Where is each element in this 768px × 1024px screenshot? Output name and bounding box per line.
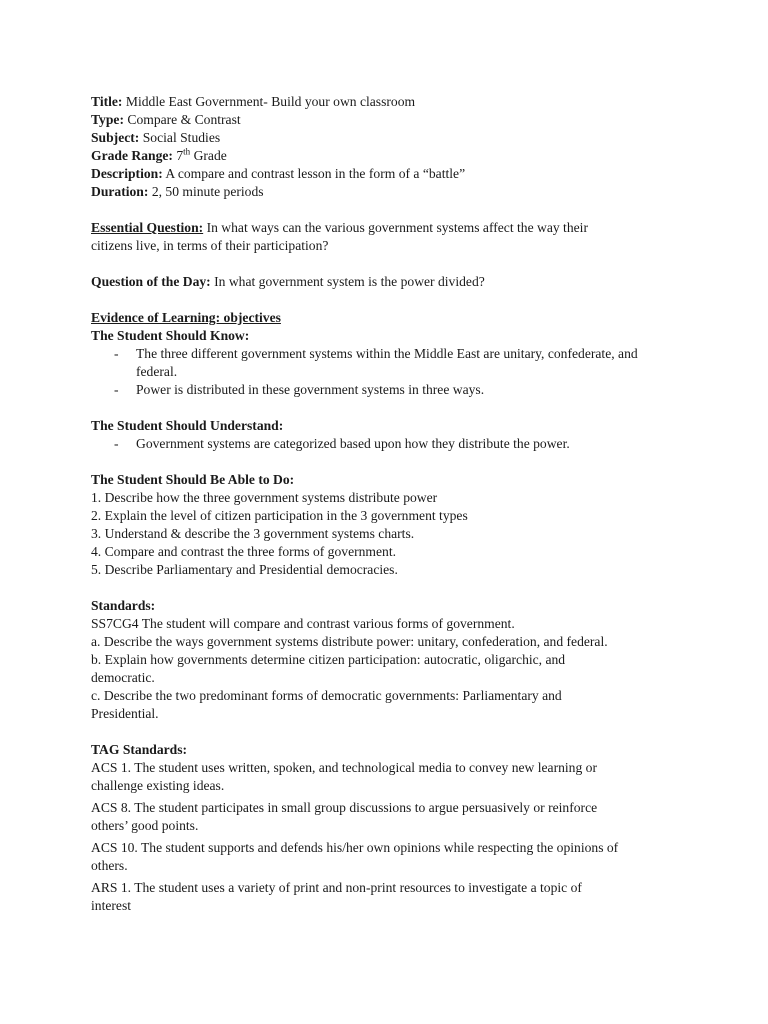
understand-heading: The Student Should Understand: — [91, 418, 284, 433]
bullet-dash: - — [114, 346, 119, 361]
standards-line: a. Describe the ways government systems distribute power: unitary, confederation, and federal. — [91, 634, 608, 649]
title-line — [91, 93, 691, 111]
do-heading: The Student Should Be Able to Do: — [91, 472, 295, 487]
know-item-text: The three different government systems within the Middle East are unitary, confederate, and federal. — [136, 346, 638, 379]
essential-question-label: Essential Question: — [91, 220, 204, 235]
do-item: 5. Describe Parliamentary and Presidential democracies. — [91, 562, 398, 577]
subject-label: Subject: — [91, 130, 140, 145]
tag-standard-item — [91, 799, 691, 835]
tag-standard-line: ARS 1. The student uses a variety of print and non-print resources to investigate a topic of — [91, 880, 582, 895]
know-item-text: Power is distributed in these government systems in three ways. — [136, 382, 485, 397]
description-value: A compare and contrast lesson in the form of a “battle” — [165, 166, 466, 181]
grade-value: Grade — [193, 148, 227, 163]
question-of-the-day — [91, 273, 691, 291]
evidence-heading: Evidence of Learning: objectives — [91, 310, 281, 325]
do-item: 4. Compare and contrast the three forms of government. — [91, 544, 397, 559]
understand-item-text: Government systems are categorized based upon how they distribute the power. — [136, 436, 570, 451]
standards-line: democratic. — [91, 670, 155, 685]
title-label: Title: — [91, 94, 123, 109]
type-line — [91, 111, 691, 129]
tag-standard-line: challenge existing ideas. — [91, 778, 225, 793]
tag-standard-line: others. — [91, 858, 128, 873]
essential-question-text-1: In what ways can the various government systems affect the way their — [206, 220, 588, 235]
description-line — [91, 165, 691, 183]
know-item — [91, 345, 691, 381]
understand-item — [91, 435, 691, 453]
tag-standard-item — [91, 879, 691, 915]
qotd-text: In what government system is the power divided? — [214, 274, 485, 289]
type-value: Compare & Contrast — [127, 112, 241, 127]
do-item: 1. Describe how the three government systems distribute power — [91, 490, 438, 505]
know-item — [91, 381, 691, 399]
grade-number: 7 — [176, 148, 184, 163]
tag-standard-line: ACS 1. The student uses written, spoken, and technological media to convey new learning or — [91, 760, 598, 775]
do-item: 2. Explain the level of citizen participation in the 3 government types — [91, 508, 468, 523]
do-item: 3. Understand & describe the 3 government systems charts. — [91, 526, 415, 541]
grade-label: Grade Range: — [91, 148, 173, 163]
description-label: Description: — [91, 166, 163, 181]
standards-heading: Standards: — [91, 598, 156, 613]
subject-value: Social Studies — [142, 130, 221, 145]
duration-label: Duration: — [91, 184, 149, 199]
tag-standards-heading: TAG Standards: — [91, 742, 188, 757]
standards-line: SS7CG4 The student will compare and contrast various forms of government. — [91, 616, 515, 631]
duration-line — [91, 183, 691, 201]
lesson-plan-document — [91, 93, 691, 919]
grade-line — [91, 147, 691, 165]
duration-value: 2, 50 minute periods — [151, 184, 264, 199]
title-value: Middle East Government- Build your own classroom — [125, 94, 416, 109]
standards-line: c. Describe the two predominant forms of democratic governments: Parliamentary and — [91, 688, 562, 703]
grade-suffix: th — [183, 146, 191, 157]
standards-line: b. Explain how governments determine citizen participation: autocratic, oligarchic, and — [91, 652, 566, 667]
know-heading: The Student Should Know: — [91, 328, 250, 343]
essential-question-text-2: citizens live, in terms of their participation? — [91, 238, 329, 253]
essential-question — [91, 219, 691, 237]
bullet-dash: - — [114, 436, 119, 451]
qotd-label: Question of the Day: — [91, 274, 211, 289]
tag-standard-line: interest — [91, 898, 132, 913]
tag-standard-item — [91, 839, 691, 875]
standards-line: Presidential. — [91, 706, 159, 721]
type-label: Type: — [91, 112, 124, 127]
tag-standard-item — [91, 759, 691, 795]
bullet-dash: - — [114, 382, 119, 397]
tag-standard-line: others’ good points. — [91, 818, 199, 833]
tag-standard-line: ACS 8. The student participates in small group discussions to argue persuasively or reinforce — [91, 800, 598, 815]
tag-standard-line: ACS 10. The student supports and defends his/her own opinions while respecting the opinions of — [91, 840, 619, 855]
subject-line — [91, 129, 691, 147]
